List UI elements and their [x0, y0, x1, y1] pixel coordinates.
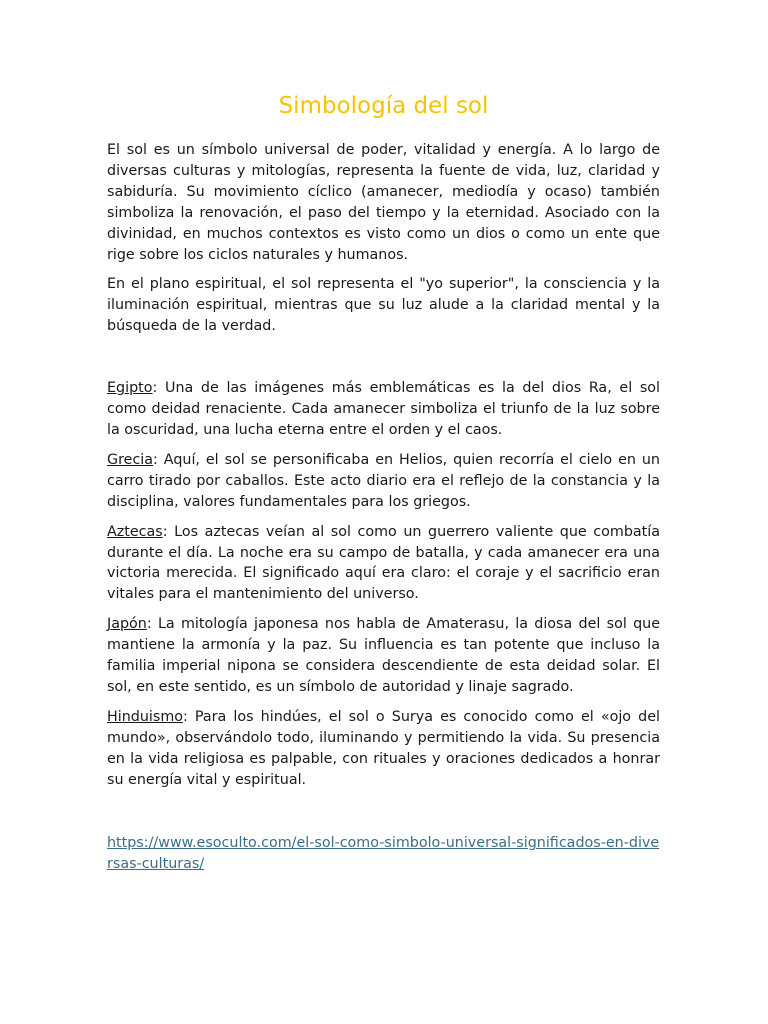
culture-text-grecia: : Aquí, el sol se personificaba en Helios, quien recorría el cielo en un carro tirado por caballos. Este acto diario era el reflejo de la constancia y la disciplina, valores fundamentales para los griegos.: [107, 451, 660, 510]
culture-paragraph-grecia: [107, 450, 660, 513]
culture-text-hinduismo: : Para los hindúes, el sol o Surya es conocido como el «ojo del mundo», observándolo todo, iluminando y permitiendo la vida. Su presencia en la vida religiosa es palpable, con rituales y oraciones dedicados a honrar su energía vital y espiritual.: [107, 708, 660, 788]
document-page: [107, 88, 660, 875]
source-link[interactable]: https://www.esoculto.com/el-sol-como-simbolo-universal-significados-en-diversas-culturas/: [107, 835, 660, 873]
culture-name-grecia: Grecia: [107, 451, 154, 468]
culture-text-egipto: : Una de las imágenes más emblemáticas es la del dios Ra, el sol como deidad renaciente. Cada amanecer simboliza el triunfo de la luz sobre la oscuridad, una lucha eterna entre el orden y el caos.: [107, 380, 660, 438]
culture-name-aztecas: Aztecas: [107, 523, 163, 540]
culture-paragraph-egipto: [107, 378, 660, 441]
intro-paragraph-2: En el plano espiritual, el sol representa el "yo superior", la consciencia y la iluminación espiritual, mientras que su luz alude a la claridad mental y la búsqueda de la verdad.: [107, 276, 660, 335]
link-spacer: [107, 799, 660, 833]
culture-paragraph-hinduismo: [107, 707, 660, 791]
document-title: Simbología del sol: [278, 93, 489, 119]
culture-name-hinduismo: Hinduismo: [107, 708, 184, 725]
culture-paragraph-japon: [107, 614, 660, 698]
culture-paragraph-aztecas: [107, 522, 660, 606]
culture-name-japon: Japón: [107, 616, 147, 633]
section-spacer: [107, 346, 660, 378]
intro-paragraph-1: El sol es un símbolo universal de poder, vitalidad y energía. A lo largo de diversas culturas y mitologías, representa la fuente de vida, luz, claridad y sabiduría. Su movimiento cíclico (amanecer, mediodía y ocaso) también simboliza la renovación, el paso del tiempo y la eternidad. Asociado con la divinidad, en muchos contextos es visto como un dios o como un ente que rige sobre los ciclos naturales y humanos.: [107, 142, 660, 263]
culture-text-aztecas: : Los aztecas veían al sol como un guerrero valiente que combatía durante el día. La noche era su campo de batalla, y cada amanecer era una victoria merecida. El significado aquí era claro: el coraje y el sacrificio eran vitales para el mantenimiento del universo.: [107, 523, 660, 603]
culture-name-egipto: Egipto: [107, 380, 153, 397]
culture-text-japon: : La mitología japonesa nos habla de Amaterasu, la diosa del sol que mantiene la armonía y la paz. Su influencia es tan potente que incluso la familia imperial nipona se considera descendiente de esta deidad solar. El sol, en este sentido, es un símbolo de autoridad y linaje sagrado.: [107, 616, 660, 695]
